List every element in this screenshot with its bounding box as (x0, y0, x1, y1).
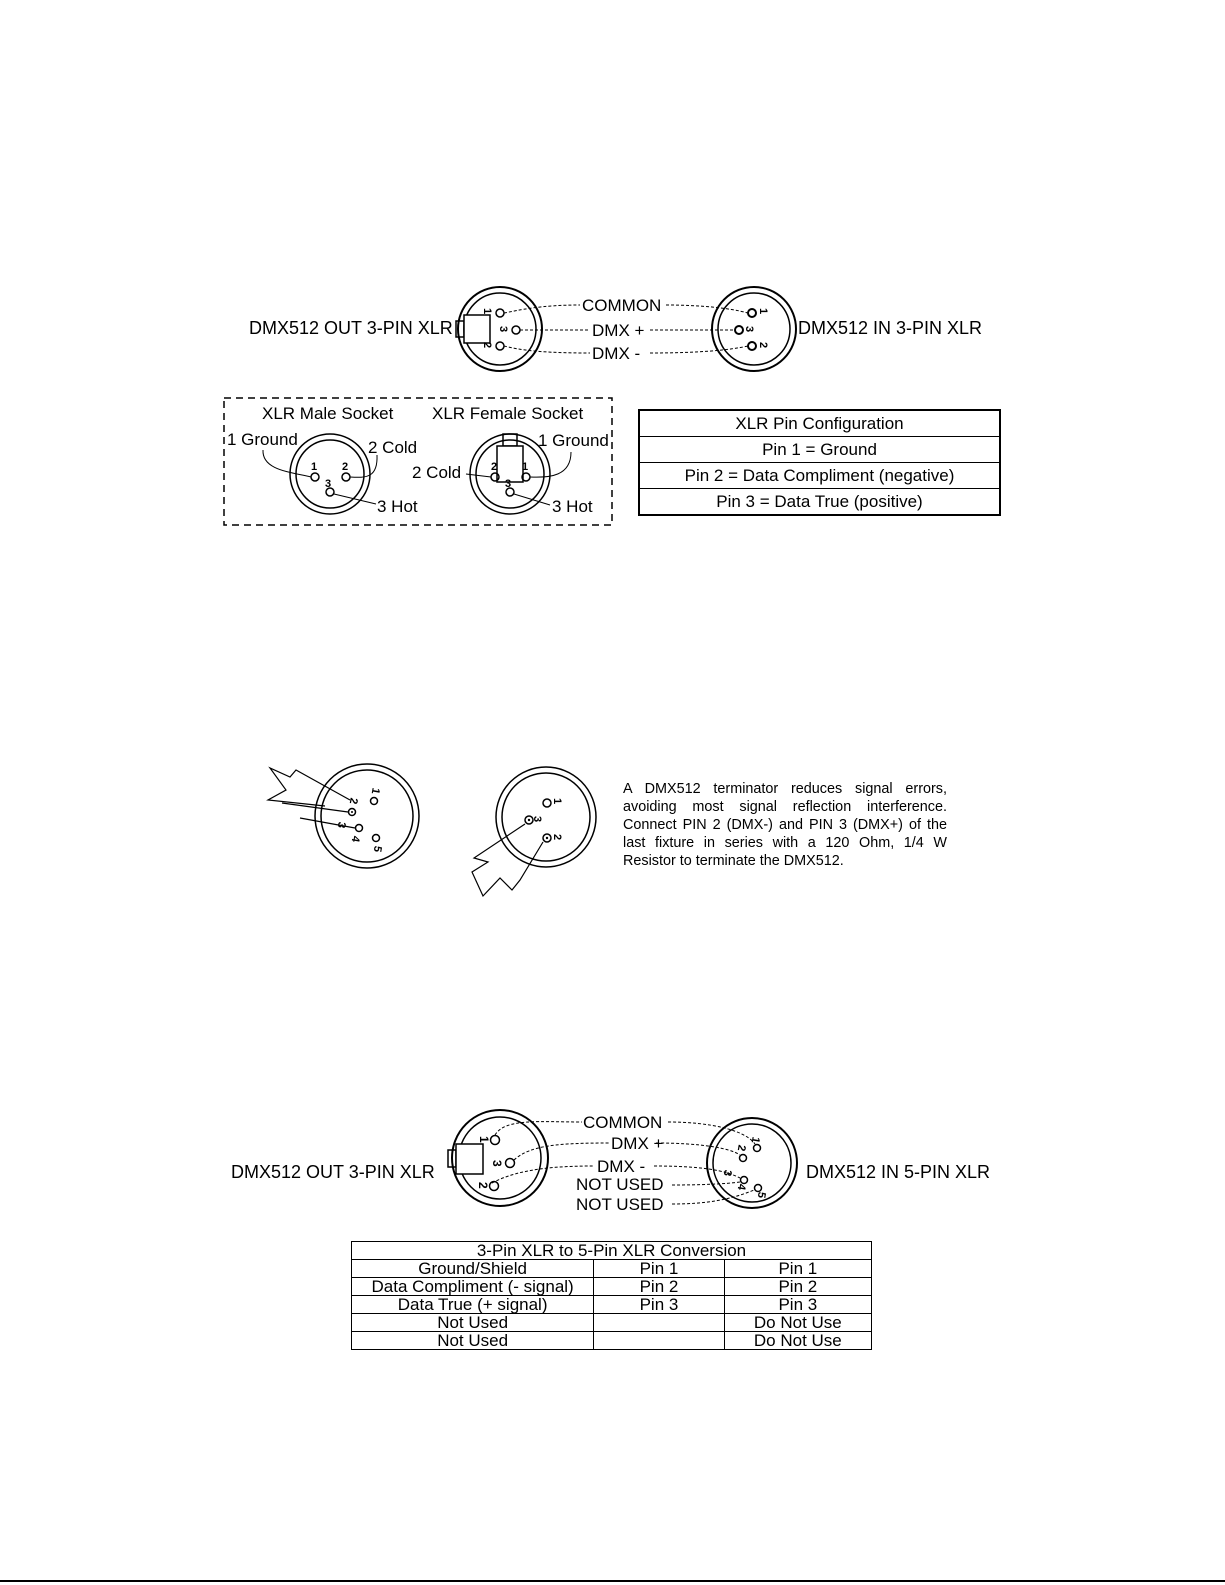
terminator3-pin-1: 1 (551, 798, 563, 805)
female-pin-2: 2 (491, 461, 498, 473)
wire3-not-used-2: NOT USED (576, 1195, 664, 1214)
xlr-out-connector-3 (448, 1110, 548, 1206)
in5-pin-1: 1 (748, 1135, 762, 1144)
male-hot-label: 3 Hot (377, 497, 418, 516)
footer-rule (0, 1580, 1225, 1582)
in-pin-3: 3 (743, 326, 755, 333)
pin-config-row: Pin 2 = Data Compliment (negative) (640, 462, 999, 488)
wire-dmx-minus: DMX - (592, 344, 641, 363)
terminator-5pin (268, 764, 419, 868)
pin-config-row: Pin 1 = Ground (640, 436, 999, 462)
terminator-3pin (472, 767, 596, 896)
in-connector-label: DMX512 IN 3-PIN XLR (798, 318, 983, 338)
conversion-table (351, 1241, 872, 1350)
male-pin-1: 1 (311, 461, 318, 473)
table-cell: Data True (+ signal) (352, 1296, 594, 1314)
table-row (352, 1314, 872, 1332)
pin-config-row: Pin 3 = Data True (positive) (640, 488, 999, 514)
terminator5-pin-5: 5 (370, 844, 384, 853)
wire3-dmx-plus: DMX + (611, 1134, 664, 1153)
wire-common: COMMON (582, 296, 662, 315)
terminator5-pin-3: 3 (334, 820, 348, 829)
table-cell: Not Used (352, 1332, 594, 1350)
table-cell: Pin 1 (594, 1260, 724, 1278)
male-ground-label: 1 Ground (227, 430, 298, 449)
female-pin-1: 1 (522, 461, 529, 473)
out3-pin-3: 3 (490, 1160, 504, 1167)
wire3-common: COMMON (583, 1113, 663, 1132)
out3-pin-2: 2 (476, 1182, 490, 1189)
wire3-dmx-minus: DMX - (597, 1157, 646, 1176)
in-pin-1: 1 (757, 308, 769, 315)
out-connector-label: DMX512 OUT 3-PIN XLR (249, 318, 453, 338)
table-cell: Do Not Use (724, 1314, 871, 1332)
male-cold-label: 2 Cold (368, 438, 418, 457)
female-cold-label: 2 Cold (412, 463, 462, 482)
terminator5-pin-4: 4 (348, 834, 362, 843)
female-ground-label: 1 Ground (538, 431, 609, 450)
table-row (352, 1332, 872, 1350)
table-cell: Data Compliment (- signal) (352, 1278, 594, 1296)
table-cell: Not Used (352, 1314, 594, 1332)
in5-pin-3: 3 (720, 1168, 734, 1177)
female-pin-3: 3 (505, 478, 512, 490)
table-cell: Ground/Shield (352, 1260, 594, 1278)
in-5pin-section-label: DMX512 IN 5-PIN XLR (806, 1162, 991, 1182)
out-5pin-section-label: DMX512 OUT 3-PIN XLR (231, 1162, 435, 1182)
in5-pin-4: 4 (734, 1182, 748, 1191)
out-pin-2: 2 (481, 342, 493, 349)
table-cell: Pin 2 (594, 1278, 724, 1296)
wire3-not-used-1: NOT USED (576, 1175, 664, 1194)
table-cell: Pin 3 (594, 1296, 724, 1314)
conversion-title: 3-Pin XLR to 5-Pin XLR Conversion (352, 1242, 872, 1260)
out-pin-3: 3 (497, 326, 509, 333)
in5-pin-5: 5 (754, 1190, 768, 1199)
table-cell: Pin 3 (724, 1296, 871, 1314)
male-pin-3: 3 (325, 478, 332, 490)
male-pin-2: 2 (342, 461, 349, 473)
table-row (352, 1296, 872, 1314)
terminator-description: A DMX512 terminator reduces signal errors, avoiding most signal reflection interference. Connect PIN 2 (DMX-) and PIN 3 (DMX+) of the last fixture in series with a 120 Ohm, 1/4 W Resistor to terminate the DMX512. (623, 781, 947, 869)
male-socket-title: XLR Male Socket (262, 404, 394, 423)
xlr-in-connector-5pin (707, 1118, 797, 1208)
terminator5-pin-2: 2 (346, 796, 360, 805)
xlr-pin-configuration-table (638, 409, 1001, 516)
in-pin-2: 2 (757, 342, 769, 349)
table-row (352, 1278, 872, 1296)
table-cell: Pin 2 (724, 1278, 871, 1296)
out-pin-1: 1 (481, 308, 493, 315)
terminator5-pin-1: 1 (368, 786, 382, 795)
in5-pin-2: 2 (734, 1143, 748, 1152)
table-cell (594, 1332, 724, 1350)
female-hot-label: 3 Hot (552, 497, 593, 516)
pin-config-title: XLR Pin Configuration (735, 414, 904, 433)
table-cell: Do Not Use (724, 1332, 871, 1350)
terminator3-pin-2: 2 (551, 834, 563, 841)
terminator3-pin-3: 3 (531, 816, 543, 823)
table-cell (594, 1314, 724, 1332)
wire-dmx-plus: DMX + (592, 321, 645, 340)
table-row (352, 1260, 872, 1278)
out3-pin-1: 1 (477, 1136, 491, 1143)
female-socket-title: XLR Female Socket (432, 404, 584, 423)
table-cell: Pin 1 (724, 1260, 871, 1278)
